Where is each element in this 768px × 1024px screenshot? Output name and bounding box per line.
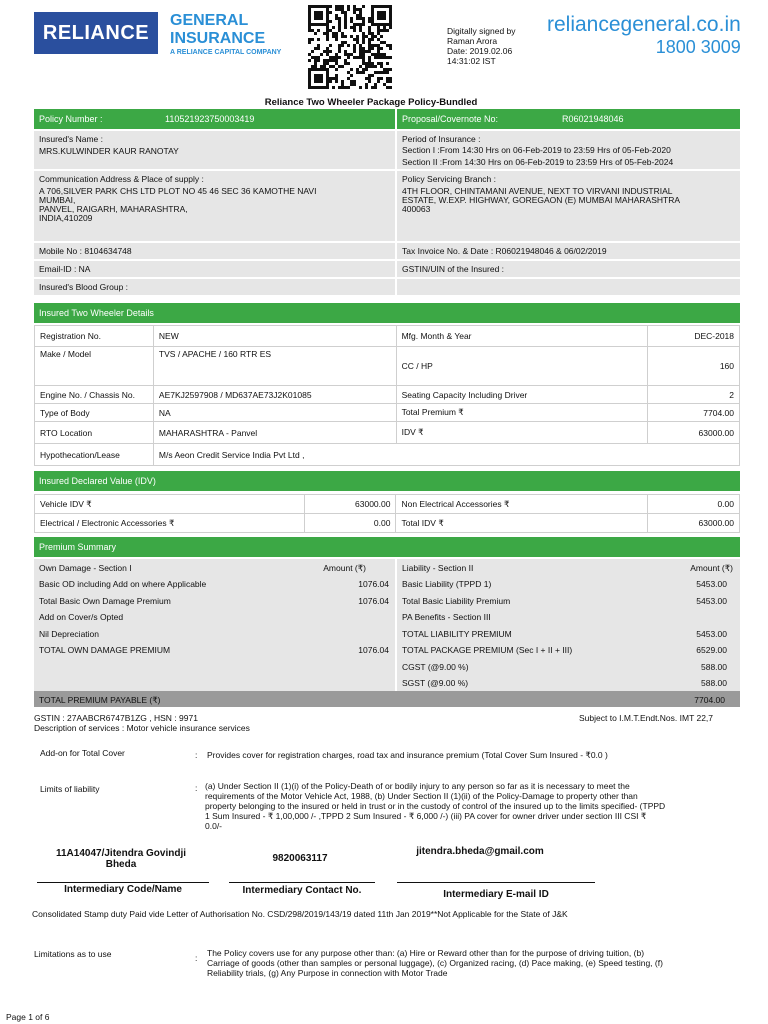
- gstin-insured: GSTIN/UIN of the Insured :: [402, 264, 505, 274]
- intermediary-code-line: 11A14047/Jitendra Govindji: [55, 848, 187, 859]
- table-row: [35, 386, 740, 404]
- table-row: [35, 495, 740, 514]
- own-damage-header: [34, 559, 395, 575]
- intermediary-contact: 9820063117: [272, 853, 328, 864]
- signature-line: Digitally signed by: [447, 26, 516, 36]
- limits-text: [200, 781, 740, 831]
- signature-line: Date: 2019.02.06: [447, 46, 513, 56]
- vehicle-label: Mfg. Month & Year: [396, 326, 648, 347]
- vehicle-details-heading: [34, 303, 740, 323]
- premium-label: TOTAL PACKAGE PREMIUM (Sec I + II + III): [402, 645, 573, 655]
- code-underline: [37, 882, 209, 883]
- limitations-label: Limitations as to use: [34, 949, 112, 959]
- policy-number-bar: [34, 109, 395, 129]
- idv-value: 0.00: [304, 514, 396, 533]
- limits-line: property belonging to the insured or held in trust or in the custody of control of the insured up to the limits specified- (TPPD: [205, 801, 666, 811]
- website-link[interactable]: reliancegeneral.co.in: [547, 13, 741, 36]
- limits-line: 1 Sum Insured - ₹ 1,00,000 /- ,TPPD 2 Sum Insured - ₹ 6,000 /-) (iii) PA cover for owner driver under section III CSI ₹: [205, 811, 647, 821]
- premium-row: [397, 658, 740, 675]
- limitations-line: Carriage of goods (other than samples or personal luggage), (c) Organized racing, (d) Pace making, (e) Speed testing, (f): [207, 958, 663, 968]
- table-row: [35, 514, 740, 533]
- premium-value: 5453.00: [696, 595, 727, 606]
- email-underline: [397, 882, 595, 883]
- company-name: [170, 12, 281, 58]
- intermediary-code-line: Bheda: [105, 859, 137, 870]
- insured-name-box: [34, 131, 395, 169]
- premium-row: [397, 575, 740, 592]
- qr-code-icon: [308, 5, 392, 89]
- idv-value: 63000.00: [304, 495, 396, 514]
- mobile-box: [34, 243, 395, 259]
- table-row: [35, 444, 740, 466]
- liability-header: [397, 559, 740, 575]
- premium-value: 5453.00: [696, 579, 727, 589]
- idv-label: Total IDV ₹: [396, 514, 648, 533]
- premium-row: [397, 625, 740, 642]
- idv-value: 63000.00: [648, 514, 740, 533]
- premium-value: 6529.00: [696, 645, 727, 655]
- table-row: [35, 404, 740, 422]
- vehicle-label: RTO Location: [35, 422, 154, 444]
- limitations-text: [202, 948, 742, 978]
- premium-label: TOTAL LIABILITY PREMIUM: [402, 628, 512, 639]
- idv-table: [34, 494, 740, 533]
- hypothecation-value: M/s Aeon Credit Service India Pvt Ltd ,: [153, 444, 739, 466]
- total-premium-value: 7704.00: [694, 695, 725, 705]
- premium-value: 1076.04: [358, 579, 389, 589]
- premium-row: [34, 592, 395, 609]
- premium-row: [34, 608, 395, 625]
- vehicle-value: 2: [648, 386, 740, 404]
- premium-row: [34, 625, 395, 642]
- premium-value: [384, 610, 394, 614]
- page-number: Page 1 of 6: [6, 1012, 50, 1022]
- vehicle-value: MAHARASHTRA - Panvel: [153, 422, 396, 444]
- premium-heading-text: Premium Summary: [39, 542, 117, 552]
- vehicle-value: AE7KJ2597908 / MD637AE73J2K01085: [153, 386, 396, 404]
- tax-invoice: Tax Invoice No. & Date : R06021948046 & 06/02/2019: [402, 246, 607, 256]
- premium-summary-heading: [34, 537, 740, 557]
- vehicle-label: Make / Model: [35, 347, 154, 386]
- limits-label: Limits of liability: [40, 784, 100, 794]
- own-damage-title: Own Damage - Section I: [39, 563, 132, 573]
- premium-label: PA Benefits - Section III: [402, 612, 491, 622]
- premium-value: [722, 610, 732, 614]
- vehicle-value: TVS / APACHE / 160 RTR ES: [153, 347, 396, 386]
- vehicle-label: Type of Body: [35, 404, 154, 422]
- premium-label: Total Basic Own Damage Premium: [39, 595, 171, 606]
- idv-label: Non Electrical Accessories ₹: [396, 495, 648, 514]
- addon-text: Provides cover for registration charges, road tax and insurance premium (Total Cover Sum Insured - ₹0.0 ): [207, 750, 608, 760]
- premium-label: Total Basic Liability Premium: [402, 595, 511, 606]
- vehicle-label: Engine No. / Chassis No.: [35, 386, 154, 404]
- empty-box: [397, 279, 740, 295]
- insured-name-value: MRS.KULWINDER KAUR RANOTAY: [39, 146, 179, 156]
- vehicle-label: Registration No.: [35, 326, 154, 347]
- limits-line: (a) Under Section II (1)(i) of the Policy-Death of or bodily injury to any person so far as it is necessary to meet the: [205, 781, 630, 791]
- amount-header: Amount (₹): [690, 563, 733, 573]
- vehicle-label: Total Premium ₹: [396, 404, 648, 422]
- idv-value: 0.00: [648, 495, 740, 514]
- service-description: Description of services : Motor vehicle insurance services: [34, 723, 250, 733]
- intermediary-email[interactable]: jitendra.bheda@gmail.com: [416, 846, 544, 857]
- premium-value: 588.00: [701, 678, 727, 688]
- company-tagline: A RELIANCE CAPITAL COMPANY: [170, 49, 282, 56]
- amount-header: Amount (₹): [323, 563, 366, 573]
- contact-caption: Intermediary Contact No.: [242, 885, 362, 896]
- gstin-insured-box: [397, 261, 740, 277]
- reliance-logo: [34, 12, 158, 54]
- vehicle-value: 7704.00: [648, 404, 740, 422]
- limitations-line: Reliability trials, (g) Any Purpose in connection with Motor Trade: [207, 968, 448, 978]
- branch-line: 4TH FLOOR, CHINTAMANI AVENUE, NEXT TO VIRVANI INDUSTRIAL: [402, 186, 673, 196]
- hypothecation-label: Hypothecation/Lease: [35, 444, 154, 466]
- website-contact: [547, 14, 741, 58]
- table-row: [35, 326, 740, 347]
- proposal-number-value: R06021948046: [562, 114, 624, 124]
- premium-row: [34, 575, 395, 592]
- blood-group-box: [34, 279, 395, 295]
- imt-subject: Subject to I.M.T.Endt.Nos. IMT 22,7: [579, 713, 714, 723]
- premium-value: [384, 627, 394, 631]
- table-row: [35, 422, 740, 444]
- policy-number-value: 110521923750003419: [165, 114, 255, 124]
- mobile-number: Mobile No : 8104634748: [39, 246, 132, 256]
- idv-label: Vehicle IDV ₹: [35, 495, 305, 514]
- digital-signature: [447, 26, 516, 66]
- email-id: Email-ID : NA: [39, 264, 91, 274]
- period-box: [397, 131, 740, 169]
- page-title: Reliance Two Wheeler Package Policy-Bundled: [264, 97, 478, 108]
- premium-label: Basic Liability (TPPD 1): [402, 579, 492, 589]
- premium-value: 1076.04: [358, 595, 389, 606]
- idv-heading: [34, 471, 740, 491]
- limits-line: 0.0/-: [205, 821, 223, 831]
- vehicle-heading-text: Insured Two Wheeler Details: [39, 308, 154, 318]
- contact-underline: [229, 882, 375, 883]
- premium-value: 588.00: [701, 661, 727, 672]
- company-name-line1: GENERAL: [170, 12, 249, 29]
- premium-value: 1076.04: [358, 645, 389, 655]
- liability-title: Liability - Section II: [402, 563, 474, 573]
- premium-label: Add on Cover/s Opted: [39, 612, 124, 622]
- vehicle-value: NA: [153, 404, 396, 422]
- vehicle-value: DEC-2018: [648, 326, 740, 347]
- blood-group: Insured's Blood Group :: [39, 282, 129, 292]
- premium-row: [397, 592, 740, 609]
- period-section-2: Section II :From 14:30 Hrs on 06-Feb-2019 to 23:59 Hrs of 05-Feb-2024: [402, 157, 674, 167]
- premium-row: [397, 608, 740, 625]
- signature-line: 14:31:02 IST: [447, 56, 496, 66]
- period-section-1: Section I :From 14:30 Hrs on 06-Feb-2019 to 23:59 Hrs of 05-Feb-2020: [402, 145, 671, 155]
- email-box: [34, 261, 395, 277]
- branch-line: 400063: [402, 204, 431, 214]
- code-caption: Intermediary Code/Name: [64, 884, 182, 895]
- premium-row: [397, 674, 740, 691]
- vehicle-details-table: [34, 325, 740, 466]
- stamp-duty-note: Consolidated Stamp duty Paid vide Letter of Authorisation No. CSD/298/2019/143/19 dated 11th Jan 2019**Not Applicable for the State of J&K: [32, 909, 568, 919]
- company-name-line2: INSURANCE: [170, 30, 266, 47]
- address-line: PANVEL, RAIGARH, MAHARASHTRA,: [39, 204, 188, 214]
- premium-label: SGST (@9.00 %): [402, 678, 469, 688]
- vehicle-label: IDV ₹: [396, 422, 648, 444]
- limits-line: requirements of the Motor Vehicle Act, 1988, (b) Under Section II (1)(ii) of the Policy-Damage to property other than: [205, 791, 638, 801]
- premium-label: CGST (@9.00 %): [402, 661, 469, 672]
- proposal-number-bar: [397, 109, 740, 129]
- table-row: [35, 347, 740, 386]
- addon-label: Add-on for Total Cover: [40, 748, 125, 758]
- address-line: INDIA,410209: [39, 213, 93, 223]
- vehicle-label: Seating Capacity Including Driver: [396, 386, 648, 404]
- tax-invoice-box: [397, 243, 740, 259]
- vehicle-label: CC / HP: [396, 347, 648, 386]
- vehicle-value: NEW: [153, 326, 396, 347]
- period-label: Period of Insurance :: [402, 134, 481, 144]
- vehicle-value: 63000.00: [648, 422, 740, 444]
- premium-label: TOTAL OWN DAMAGE PREMIUM: [39, 645, 171, 655]
- own-damage-rows: [34, 559, 395, 658]
- premium-row: [34, 641, 395, 658]
- branch-label: Policy Servicing Branch :: [402, 174, 497, 184]
- total-premium-label: TOTAL PREMIUM PAYABLE (₹): [39, 695, 161, 705]
- address-box: [34, 171, 395, 241]
- liability-rows: [397, 559, 740, 691]
- address-label: Communication Address & Place of supply :: [39, 174, 204, 184]
- address-line: MUMBAI,: [39, 195, 76, 205]
- branch-line: ESTATE, W.EXP. HIGHWAY, GOREGAON (E) MUMBAI MAHARASHTRA: [402, 195, 681, 205]
- email-caption: Intermediary E-mail ID: [443, 889, 549, 900]
- vehicle-value: 160: [648, 347, 740, 386]
- premium-row: [397, 641, 740, 658]
- phone-number: 1800 3009: [655, 37, 741, 57]
- premium-label: Nil Depreciation: [39, 628, 99, 639]
- total-premium-bar: [34, 691, 740, 707]
- branch-box: [397, 171, 740, 241]
- logo-text: RELIANCE: [42, 21, 150, 44]
- insured-name-label: Insured's Name :: [39, 134, 103, 144]
- limitations-line: The Policy covers use for any purpose other than: (a) Hire or Reward other than for the purpose of driving tuition, (b): [207, 948, 645, 958]
- premium-label: Basic OD including Add on where Applicable: [39, 579, 207, 589]
- idv-label: Electrical / Electronic Accessories ₹: [35, 514, 305, 533]
- address-line: A 706,SILVER PARK CHS LTD PLOT NO 45 46 SEC 36 KAMOTHE NAVI: [39, 186, 317, 196]
- idv-heading-text: Insured Declared Value (IDV): [39, 476, 156, 486]
- proposal-label: Proposal/Covernote No:: [402, 114, 499, 124]
- premium-value: 5453.00: [696, 628, 727, 639]
- intermediary-code: [36, 848, 206, 870]
- company-gstin: GSTIN : 27AABCR6747B1ZG , HSN : 9971: [34, 713, 198, 723]
- policy-number-label: Policy Number :: [39, 114, 103, 124]
- signature-line: Raman Arora: [447, 36, 498, 46]
